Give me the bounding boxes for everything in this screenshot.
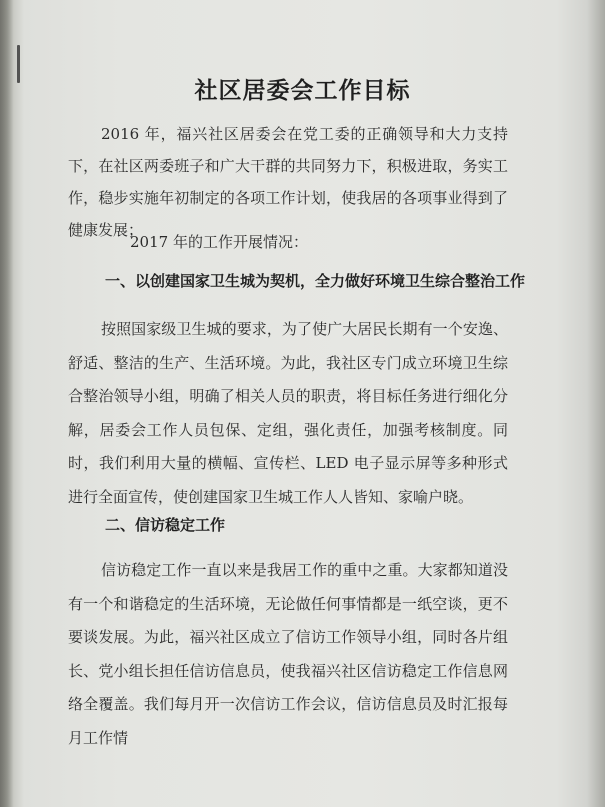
section-1-body: 按照国家级卫生城的要求，为了使广大居民长期有一个安逸、舒适、整洁的生产、生活环境。为此，我社区专门成立环境卫生综合整治领导小组，明确了相关人员的职责，将目标任务进行细化分解，居委会工作人员包保、定组，强化责任，加强考核制度。同时，我们利用大量的横幅、宣传栏、LED 电子显示屏等多种形式进行全面宣传，使创建国家卫生城工作人人皆知、家喻户晓。 xyxy=(68,320,508,506)
document-title: 社区居委会工作目标 xyxy=(194,77,411,104)
section-2-body: 信访稳定工作一直以来是我居工作的重中之重。大家都知道没有一个和谐稳定的生活环境，无论做任何事情都是一纸空谈，更不要谈发展。为此，福兴社区成立了信访工作领导小组，同时各片组长、党小组长担任信访信息员，使我福兴社区信访稳定工作信息网络全覆盖。我们每月开一次信访工作会议，信访信息员及时汇报每月工作情 xyxy=(68,561,508,747)
section-1-heading: 一、以创建国家卫生城为契机，全力做好环境卫生综合整治工作 xyxy=(105,272,526,290)
subintro-paragraph: 2017 年的工作开展情况： xyxy=(130,233,308,251)
intro-paragraph: 2016 年，福兴社区居委会在党工委的正确领导和大力支持下，在社区两委班子和广大干群的共同努力下，积极进取，务实工作，稳步实施年初制定的各项工作计划，使我居的各项事业得到了健康发展； xyxy=(68,125,508,239)
page-edge-shadow xyxy=(0,0,14,807)
section-2-heading: 二、信访稳定工作 xyxy=(105,516,226,534)
